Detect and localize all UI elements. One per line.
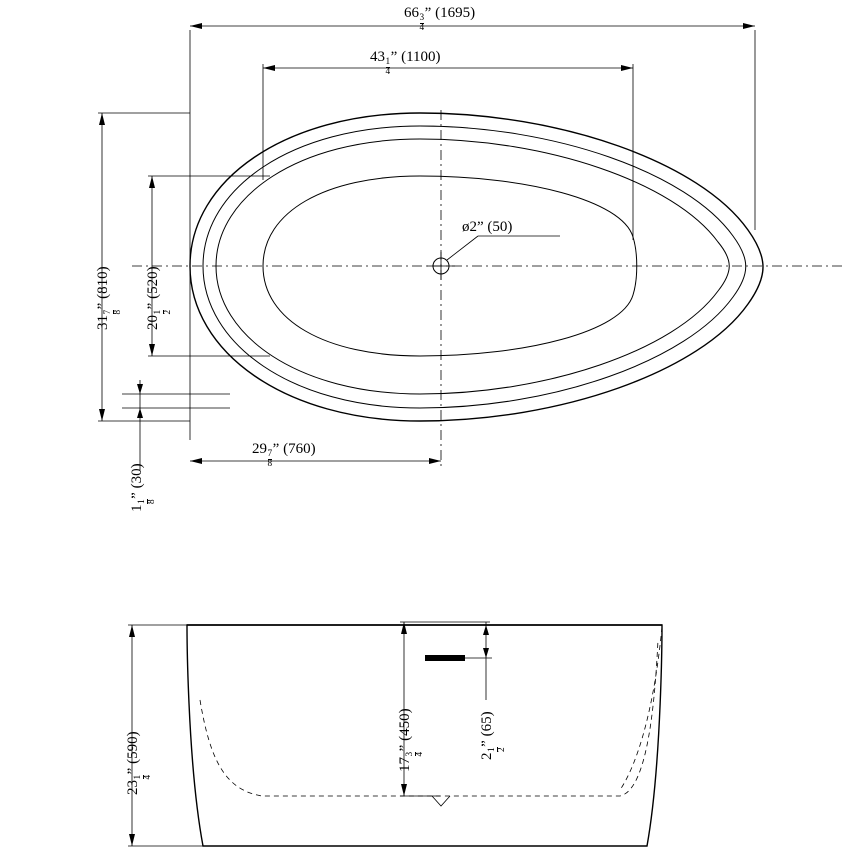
arrow-rim-top (137, 384, 143, 394)
dim-label-overall-length: 66 $\frac{3}{4}$ ” (1695) (404, 5, 476, 34)
arrow-base-right (429, 458, 441, 464)
arrow-inner-width-bottom (149, 344, 155, 356)
dim-label-overflow-offset: 2 1 2 ” (65) (479, 711, 508, 760)
dim-label-rim-thickness: 1 1 8 ” (30) (129, 463, 158, 512)
arrow-inner-left (263, 65, 275, 71)
dim-label-water-depth: 17 3 4 ” (450) (397, 708, 426, 772)
arrow-width-top (99, 113, 105, 125)
drain-leader-line (447, 236, 478, 260)
arrow-overflow-top (483, 625, 489, 635)
front-elevation-group (125, 622, 662, 846)
tub-basin-hidden-line (200, 640, 658, 796)
arrow-height-top (129, 625, 135, 637)
tub-inner-right-curve (620, 627, 662, 790)
arrow-water-top (401, 622, 407, 634)
dim-label-base-width: 29 $\frac{7}{8}$ ” (760) (252, 441, 316, 470)
dim-label-inner-width: 20 1 2 ” (520) (145, 266, 174, 330)
arrow-inner-width-top (149, 176, 155, 188)
top-view-group (95, 23, 843, 470)
arrow-base-left (190, 458, 202, 464)
dim-label-overall-width: 31 7 8 ” (810) (95, 266, 124, 330)
arrow-height-bottom (129, 834, 135, 846)
drain-elevation-mark (432, 796, 450, 806)
arrow-water-bottom (401, 784, 407, 796)
tub-inner-wall-outline (216, 139, 729, 394)
arrow-overflow-bottom (483, 648, 489, 658)
dim-label-overall-height: 23 1 4 ” (590) (125, 731, 154, 795)
dim-label-inner-length: 43 $\frac{1}{4}$ ” (1100) (370, 49, 441, 78)
arrow-width-bottom (99, 409, 105, 421)
arrow-overall-left (190, 23, 202, 29)
arrow-rim-bottom (137, 408, 143, 418)
arrow-inner-right (621, 65, 633, 71)
tub-rim-inner-outline (203, 126, 746, 408)
dim-label-drain-diameter: ø2” (50) (462, 219, 513, 235)
arrow-overall-right (743, 23, 755, 29)
